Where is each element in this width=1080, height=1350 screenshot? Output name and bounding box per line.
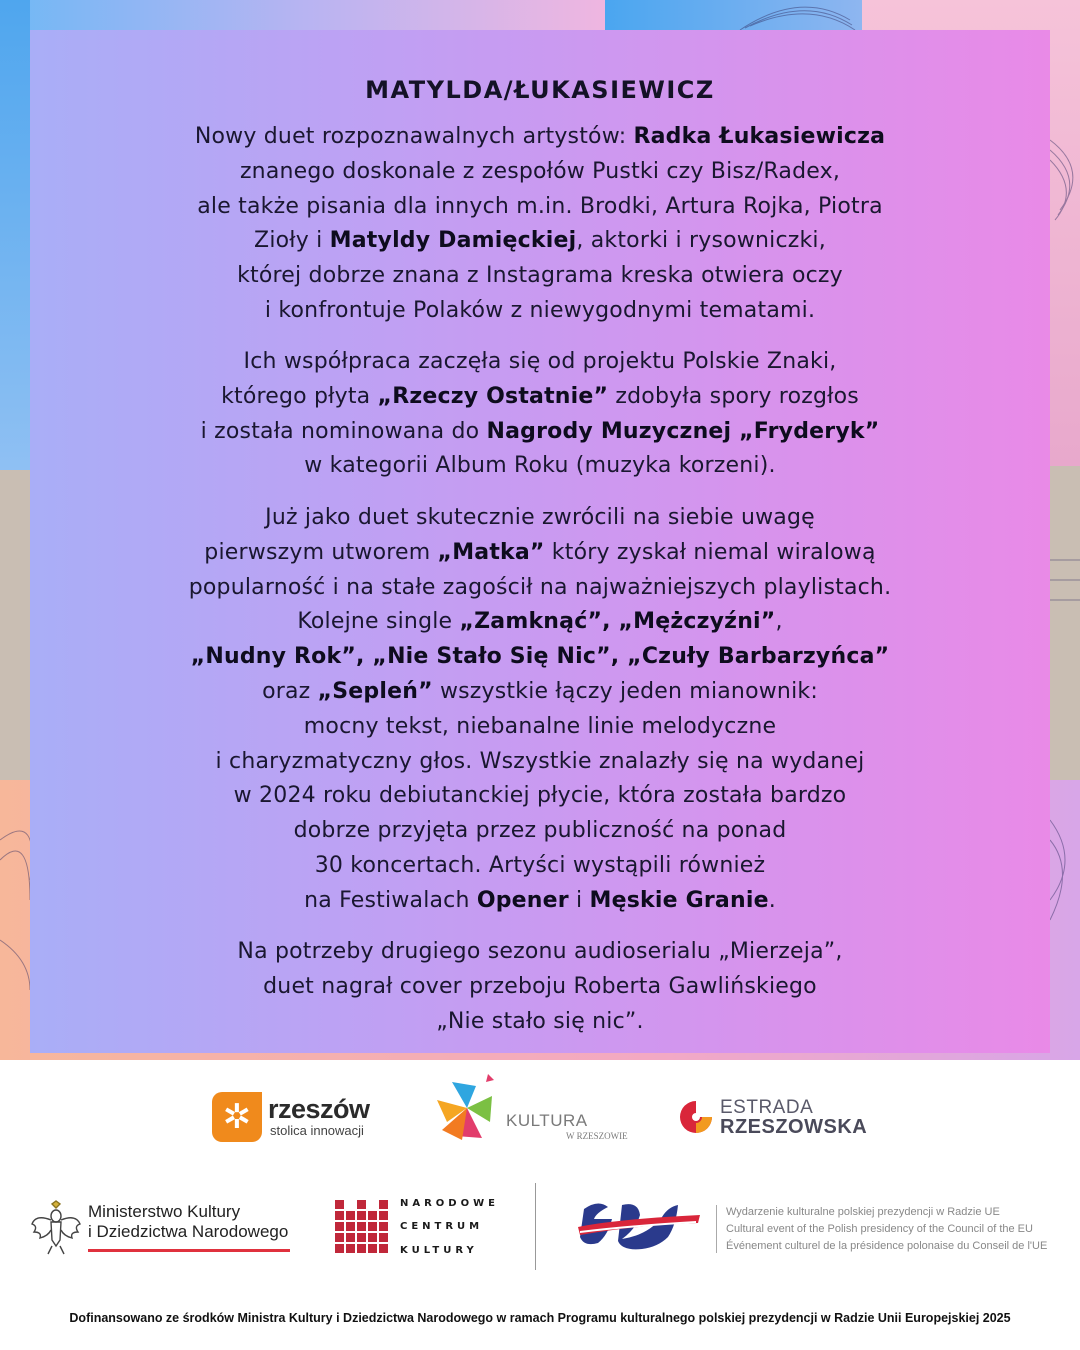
- text-segment: i została nominowana do: [200, 418, 487, 444]
- eu-text-french: Événement culturel de la présidence polonaise du Conseil de l'UE: [726, 1240, 1048, 1252]
- text-line: [30, 675, 1050, 710]
- text-segment: zdobyła spory rozgłos: [608, 383, 859, 409]
- text-line: [30, 935, 1050, 970]
- text-segment: 30 koncertach. Artyści wystąpili również: [314, 852, 766, 878]
- page-title: MATYLDA/ŁUKASIEWICZ: [365, 76, 715, 104]
- ministry-logo-line2: i Dziedzictwa Narodowego: [88, 1222, 289, 1241]
- text-line: [30, 155, 1050, 190]
- text-line: [30, 536, 1050, 571]
- text-segment: i: [568, 887, 590, 913]
- text-segment: Nowy duet rozpoznawalnych artystów:: [194, 124, 634, 149]
- bold-text: „Sepleń”: [317, 678, 433, 704]
- text-line: [30, 710, 1050, 745]
- text-line: [30, 970, 1050, 1005]
- text-segment: Kolejne single: [297, 609, 460, 635]
- text-segment: dobrze przyjęta przez publiczność na ponad: [293, 818, 787, 844]
- paragraph-collaboration: [30, 345, 1050, 484]
- text-line: [30, 190, 1050, 225]
- text-line: [30, 884, 1050, 919]
- text-segment: na Festiwalach: [304, 887, 477, 913]
- text-segment: który zyskał niemal wiralową: [544, 539, 876, 565]
- text-segment: „Nie stało się nic”.: [436, 1008, 644, 1034]
- polish-eagle-icon: [30, 1200, 82, 1256]
- text-segment: którego płyta: [221, 383, 378, 409]
- estrada-logo-line1: ESTRADA: [720, 1097, 814, 1118]
- text-segment: mocny tekst, niebanalne linie melodyczne: [303, 713, 777, 739]
- text-segment: Ich współpraca zaczęła się od projektu Polskie Znaki,: [243, 349, 837, 374]
- text-line: [30, 259, 1050, 294]
- logo-divider: [535, 1183, 536, 1270]
- text-line: [30, 224, 1050, 259]
- bold-text: Męskie Granie: [589, 887, 769, 913]
- text-line: [30, 120, 1050, 155]
- ministry-logo-line1: Ministerstwo Kultury: [88, 1202, 241, 1221]
- text-segment: w kategorii Album Roku (muzyka korzeni).: [304, 453, 776, 479]
- kultura-logo-icon: [432, 1072, 502, 1144]
- bold-text: „Nudny Rok”, „Nie Stało Się Nic”, „Czuły Barbarzyńca”: [190, 644, 890, 670]
- text-line: [30, 849, 1050, 884]
- bold-text: Nagrody Muzycznej „Fryderyk”: [486, 418, 880, 444]
- text-segment: .: [768, 887, 776, 913]
- text-segment: wszystkie łączy jeden mianownik:: [432, 678, 818, 704]
- ministry-logo-bar: [88, 1249, 290, 1252]
- rzeszow-logo-icon: ✲: [212, 1092, 262, 1142]
- kultura-logo-name: KULTURA: [506, 1111, 588, 1130]
- bold-text: „Rzeczy Ostatnie”: [377, 383, 609, 409]
- funding-footer: Dofinansowano ze środków Ministra Kultury i Dziedzictwa Narodowego w ramach Programu kulturalnego polskiej prezydencji w Radzie Unii Europejskiej 2025: [69, 1311, 1011, 1325]
- bold-text: „Matka”: [437, 539, 545, 565]
- rzeszow-logo-name: rzeszów: [268, 1094, 370, 1124]
- text-segment: Zioły i: [254, 228, 330, 254]
- bold-text: Radka Łukasiewicza: [633, 124, 886, 149]
- text-segment: w 2024 roku debiutanckiej płycie, która została bardzo: [233, 783, 847, 809]
- text-line: [30, 1005, 1050, 1040]
- rzeszow-logo-tagline: stolica innowacji: [270, 1123, 364, 1138]
- text-line: [30, 501, 1050, 536]
- text-segment: , aktorki i rysowniczki,: [576, 228, 826, 254]
- text-line: [30, 380, 1050, 415]
- bold-text: Matyldy Damięckiej: [329, 228, 577, 254]
- text-segment: duet nagrał cover przeboju Roberta Gawlińskiego: [263, 973, 817, 999]
- nck-logo-line3: KULTURY: [400, 1245, 478, 1256]
- text-segment: Na potrzeby drugiego sezonu audioserialu „Mierzeja”,: [237, 939, 843, 964]
- text-line: [30, 745, 1050, 780]
- text-line: [30, 814, 1050, 849]
- text-segment: i charyzmatyczny głos. Wszystkie znalazły się na wydanej: [215, 748, 865, 774]
- text-line: [30, 345, 1050, 380]
- text-segment: Już jako duet skutecznie zwrócili na siebie uwagę: [265, 505, 815, 530]
- text-segment: której dobrze znana z Instagrama kreska otwiera oczy: [237, 263, 843, 289]
- kultura-logo-sub: W RZESZOWIE: [566, 1131, 628, 1141]
- paragraph-cover: [30, 935, 1050, 1039]
- text-segment: popularność i na stałe zagościł na najważniejszych playlistach.: [188, 574, 892, 600]
- paragraph-intro: [30, 120, 1050, 329]
- text-line: [30, 415, 1050, 450]
- text-line: [30, 294, 1050, 329]
- text-segment: znanego doskonale z zespołów Pustki czy Bisz/Radex,: [239, 158, 841, 184]
- eu-logo-divider: [716, 1205, 717, 1253]
- paragraph-singles: [30, 501, 1050, 919]
- text-segment: i konfrontuje Polaków z niewygodnymi tematami.: [264, 297, 816, 323]
- text-line: [30, 605, 1050, 640]
- nck-logo-line1: NARODOWE: [400, 1198, 499, 1209]
- estrada-logo-line2: RZESZOWSKA: [720, 1116, 868, 1138]
- eu-text-english: Cultural event of the Polish presidency of the Council of the EU: [726, 1223, 1033, 1235]
- bold-text: Opener: [476, 887, 569, 913]
- nck-logo-line2: CENTRUM: [400, 1221, 484, 1232]
- text-line: [30, 779, 1050, 814]
- eu-text-polish: Wydarzenie kulturalne polskiej prezydencji w Radzie UE: [726, 1206, 1000, 1218]
- text-segment: pierwszym utworem: [204, 539, 438, 565]
- eu-presidency-logo-icon: [578, 1195, 700, 1255]
- text-line: [30, 640, 1050, 675]
- nck-logo-icon: [335, 1200, 389, 1256]
- estrada-logo-icon: [678, 1099, 714, 1135]
- text-segment: oraz: [262, 678, 318, 704]
- bold-text: „Zamknąć”, „Mężczyźni”: [459, 609, 776, 635]
- text-segment: ,: [775, 609, 783, 635]
- text-line: [30, 571, 1050, 606]
- text-segment: ale także pisania dla innych m.in. Brodki, Artura Rojka, Piotra: [197, 193, 883, 219]
- text-line: [30, 449, 1050, 484]
